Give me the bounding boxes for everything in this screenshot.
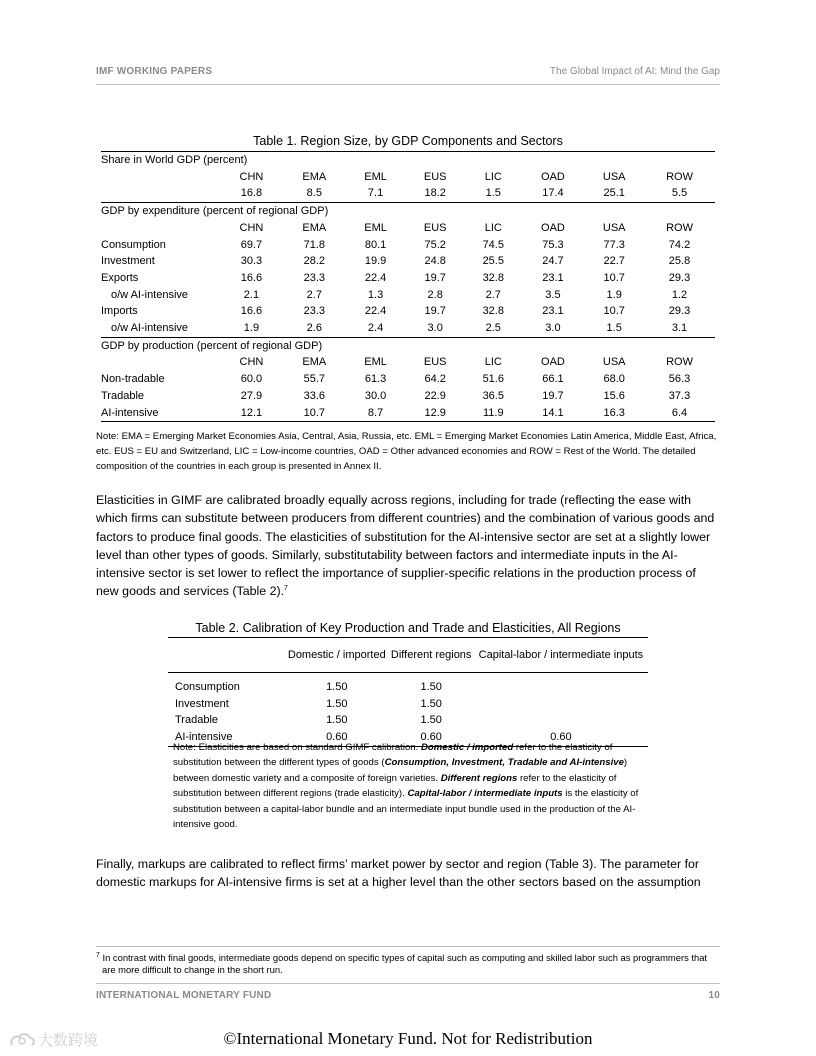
paragraph-text: Elasticities in GIMF are calibrated broadly equally across regions, including for trade (reflecting the ease with which firms can substitute between producers from different countries) and the combination of various goods and factors to produce final goods. The elasticities of substitution for the AI-intensive sector are set at a slightly lower level than other types of goods. Similarly, substitutability between factors and intermediate inputs in the AI-intensive sector is set lower to reflect the importance of supplier-specific relations in the production process of new goods and services (Table 2). (96, 493, 715, 599)
page-header (96, 66, 720, 77)
header-rule (96, 84, 720, 85)
row-label (101, 185, 220, 202)
cell-value: 27.9 (240, 389, 263, 402)
cell-value: 0.60 (285, 729, 389, 746)
cell-value: 24.7 (542, 255, 564, 268)
cell-value: 7.1 (346, 185, 406, 202)
cell-value: 2.4 (346, 320, 406, 337)
note-text: ) between domestic variety and a composite of foreign varieties. (173, 757, 628, 784)
paragraph-elasticities (96, 491, 720, 601)
cell-value: 30.0 (364, 389, 387, 402)
cell-value (474, 712, 648, 729)
watermark-text: 大数跨境 (38, 1032, 99, 1049)
cell-value: 25.1 (584, 185, 644, 202)
series-name: IMF WORKING PAPERS (96, 66, 213, 77)
cell-value: 17.4 (522, 185, 585, 202)
table-1-note: Note: EMA = Emerging Market Economies Asia, Central, Asia, Russia, etc. EML = Emerging Market Economies Latin America, Middle East, Africa, etc. EUS = EU and Switzerland, LIC = Low-income countries, OAD = Other advanced economies and ROW = Rest of the World. The detailed composition of the countries in each group is presented in Annex II. (96, 431, 717, 472)
row-label: Tradable (175, 714, 219, 727)
column-header: Domestic / imported (285, 638, 389, 673)
cell-value: 36.5 (482, 389, 504, 402)
cell-value: 29.3 (668, 271, 691, 284)
cell-value: 61.3 (364, 373, 387, 386)
column-header: OAD (541, 221, 565, 234)
row-label: Tradable (101, 389, 145, 402)
cell-value: 69.7 (240, 238, 263, 251)
cell-value: 3.5 (545, 288, 561, 301)
cell-value: 19.9 (364, 255, 387, 268)
cell-value: 1.50 (420, 681, 442, 693)
table-2-grid (168, 637, 648, 747)
cell-value: 1.5 (465, 185, 521, 202)
cell-value: 25.8 (668, 255, 691, 268)
cell-value: 22.4 (364, 305, 387, 318)
cell-value: 1.2 (671, 288, 688, 301)
cell-value: 2.1 (243, 288, 260, 301)
cell-value: 2.8 (427, 288, 443, 301)
column-header: EUS (423, 356, 447, 369)
publisher-name: INTERNATIONAL MONETARY FUND (96, 990, 272, 1001)
cell-value: 22.9 (424, 389, 446, 402)
table-row (101, 405, 715, 422)
column-header: ROW (666, 221, 693, 234)
cell-value: 32.8 (482, 271, 504, 284)
row-label: Exports (101, 271, 139, 284)
cell-value: 3.0 (522, 320, 585, 337)
cell-value: 22.7 (603, 255, 625, 268)
column-header: EMA (302, 221, 327, 234)
table-row (101, 253, 715, 270)
column-header: LIC (484, 356, 502, 369)
footnote-text: In contrast with final goods, intermediate goods depend on specific types of capital such as computing and skilled labor such as programmers that are more difficult to change in the short run. (99, 952, 708, 975)
row-label: Imports (101, 305, 138, 318)
column-header-row (168, 638, 648, 673)
cell-value: 28.2 (303, 255, 325, 268)
cell-value: 30.3 (240, 255, 263, 268)
row-label: o/w AI-intensive (111, 288, 189, 301)
column-header: ROW (666, 170, 693, 183)
section-label: GDP by production (percent of regional GDP) (101, 337, 715, 354)
column-header: USA (602, 170, 626, 183)
table-row (101, 270, 715, 287)
table-2 (168, 621, 648, 747)
cell-value: 2.7 (485, 288, 501, 301)
cell-value: 19.7 (424, 271, 446, 284)
cell-value: 16.8 (220, 185, 283, 202)
column-header: EMA (302, 170, 327, 183)
cell-value: 23.3 (303, 305, 325, 318)
section-label: Share in World GDP (percent) (101, 152, 715, 169)
table-row (101, 287, 715, 304)
header-spacer (168, 638, 285, 673)
table-row (168, 712, 648, 729)
copyright-notice: ©International Monetary Fund. Not for Redistribution (223, 1029, 593, 1048)
cell-value: 2.5 (465, 320, 521, 337)
cell-value: 10.7 (603, 271, 625, 284)
page-footer (96, 990, 720, 1001)
cell-value: 1.9 (220, 320, 283, 337)
cell-value: 75.2 (424, 238, 446, 251)
footnote-number: 7 (96, 951, 100, 959)
cell-value (474, 679, 648, 696)
section-row (101, 152, 715, 169)
column-header: LIC (484, 221, 502, 234)
table-row (101, 237, 715, 254)
cell-value: 8.7 (346, 405, 406, 422)
cell-value: 1.50 (420, 714, 442, 727)
cell-value (474, 696, 648, 713)
section-label: GDP by expenditure (percent of regional GDP) (101, 203, 715, 220)
cell-value: 80.1 (364, 238, 387, 251)
column-header: OAD (541, 356, 565, 369)
cell-value: 11.9 (465, 405, 521, 422)
cell-value: 23.1 (542, 271, 564, 284)
column-header-row (101, 220, 715, 237)
table-row (101, 371, 715, 388)
column-header: EML (364, 221, 387, 234)
cell-value: 60.0 (240, 373, 263, 386)
table-row (101, 185, 715, 202)
table-row (168, 696, 648, 713)
cell-value: 24.8 (424, 255, 446, 268)
cell-value: 29.3 (668, 305, 691, 318)
cell-value: 1.9 (606, 288, 622, 301)
note-text: refer to the elasticity of substitution between different regions (trade elasticity). (173, 772, 617, 800)
column-header: Different regions (389, 638, 474, 673)
row-label: AI-intensive (168, 729, 285, 746)
cell-value: 2.6 (283, 320, 346, 337)
cell-value: 1.50 (326, 681, 348, 693)
cell-value: 32.8 (482, 305, 504, 318)
cell-value: 16.6 (240, 305, 263, 318)
column-header: EML (364, 170, 387, 183)
row-label: Investment (101, 255, 155, 268)
cell-value: 18.2 (405, 185, 465, 202)
cell-value: 15.6 (603, 389, 625, 402)
cell-value: 19.7 (542, 389, 564, 402)
column-header: LIC (484, 170, 502, 183)
row-label: Consumption (101, 238, 166, 251)
note-text: refer to the elasticity of substitution between the different types of goods ( (173, 742, 613, 769)
footnote-ref: 7 (284, 585, 288, 593)
cell-value: 77.3 (603, 238, 625, 251)
column-header: EUS (423, 170, 447, 183)
row-label: AI-intensive (101, 405, 220, 422)
column-header: ROW (666, 356, 693, 369)
column-header: Capital-labor / intermediate inputs (474, 638, 648, 673)
column-header-row (101, 169, 715, 186)
cell-value: 16.6 (240, 271, 263, 284)
cell-value: 56.3 (668, 373, 691, 386)
cell-value: 1.5 (584, 320, 644, 337)
table-2-title: Table 2. Calibration of Key Production and Trade and Elasticities, All Regions (195, 621, 621, 635)
cell-value: 12.9 (405, 405, 465, 422)
table-1-grid (101, 151, 715, 422)
note-text: Note: Elasticities are based on standard GIMF calibration. (173, 742, 421, 753)
footnote-rule (96, 946, 720, 947)
row-label: Investment (175, 697, 229, 710)
table-row (101, 303, 715, 320)
cell-value: 68.0 (603, 373, 625, 386)
table-1-title: Table 1. Region Size, by GDP Components and Sectors (253, 134, 563, 148)
column-header: CHN (239, 170, 264, 183)
cell-value: 14.1 (522, 405, 585, 422)
cell-value: 1.50 (326, 697, 348, 710)
column-header-row (101, 354, 715, 371)
cell-value: 66.1 (542, 373, 564, 386)
cell-value: 55.7 (303, 373, 325, 386)
cell-value: 0.60 (389, 729, 474, 746)
section-row (101, 203, 715, 220)
cell-value: 74.2 (668, 238, 691, 251)
cell-value: 23.1 (542, 305, 564, 318)
cell-value: 12.1 (220, 405, 283, 422)
cell-value: 37.3 (668, 389, 691, 402)
header-spacer (101, 354, 220, 371)
cell-value: 71.8 (303, 238, 325, 251)
cell-value: 1.50 (326, 714, 348, 727)
cell-value: 25.5 (482, 255, 504, 268)
cell-value: 8.5 (283, 185, 346, 202)
paragraph-markups: Finally, markups are calibrated to reflect firms’ market power by sector and region (Table 3). The parameter for domestic markups for AI-intensive firms is set at a higher level than the other sectors based on the assumption (96, 857, 701, 890)
cell-value: 19.7 (424, 305, 446, 318)
note-term: Capital-labor / intermediate inputs (407, 788, 563, 800)
table-row (101, 320, 715, 337)
header-spacer (101, 169, 220, 186)
column-header: EUS (423, 221, 447, 234)
cell-value: 1.3 (367, 288, 384, 301)
column-header: EML (364, 356, 387, 369)
column-header: CHN (239, 221, 264, 234)
column-header: CHN (239, 356, 264, 369)
cell-value: 10.7 (603, 305, 625, 318)
note-term: Different regions (440, 772, 518, 784)
row-label: Consumption (175, 681, 240, 693)
cell-value: 3.1 (644, 320, 715, 337)
footer-rule (96, 983, 720, 984)
cell-value: 51.6 (482, 373, 504, 386)
cell-value: 22.4 (364, 271, 387, 284)
cell-value: 75.3 (542, 238, 564, 251)
table-row (168, 679, 648, 696)
cell-value: 5.5 (644, 185, 715, 202)
footnote (96, 952, 720, 976)
page-number: 10 (708, 990, 720, 1001)
table-row (101, 388, 715, 405)
column-header: EMA (302, 356, 327, 369)
cell-value: 23.3 (303, 271, 325, 284)
row-label: o/w AI-intensive (101, 320, 220, 337)
column-header: OAD (541, 170, 565, 183)
table-1 (101, 134, 715, 422)
cell-value: 2.7 (306, 288, 322, 301)
note-term: Consumption, Investment, Tradable and AI-intensive (384, 757, 624, 769)
column-header: USA (602, 356, 626, 369)
cell-value: 74.5 (482, 238, 504, 251)
table-2-note (173, 740, 648, 832)
running-title: The Global Impact of AI: Mind the Gap (549, 66, 720, 77)
cell-value: 16.3 (584, 405, 644, 422)
cell-value: 6.4 (644, 405, 715, 422)
column-header: USA (602, 221, 626, 234)
cell-value: 10.7 (283, 405, 346, 422)
section-row (101, 337, 715, 354)
cell-value: 33.6 (303, 389, 325, 402)
cell-value: 3.0 (405, 320, 465, 337)
cell-value: 64.2 (424, 373, 446, 386)
row-label: Non-tradable (101, 373, 165, 386)
cell-value: 0.60 (474, 729, 648, 746)
note-text: is the elasticity of substitution between a capital-labor bundle and an intermediate input bundle used in the production of the AI-intensive good. (173, 788, 639, 831)
cell-value: 1.50 (420, 697, 442, 710)
header-spacer (101, 220, 220, 237)
note-term: Domestic / imported (420, 742, 514, 753)
